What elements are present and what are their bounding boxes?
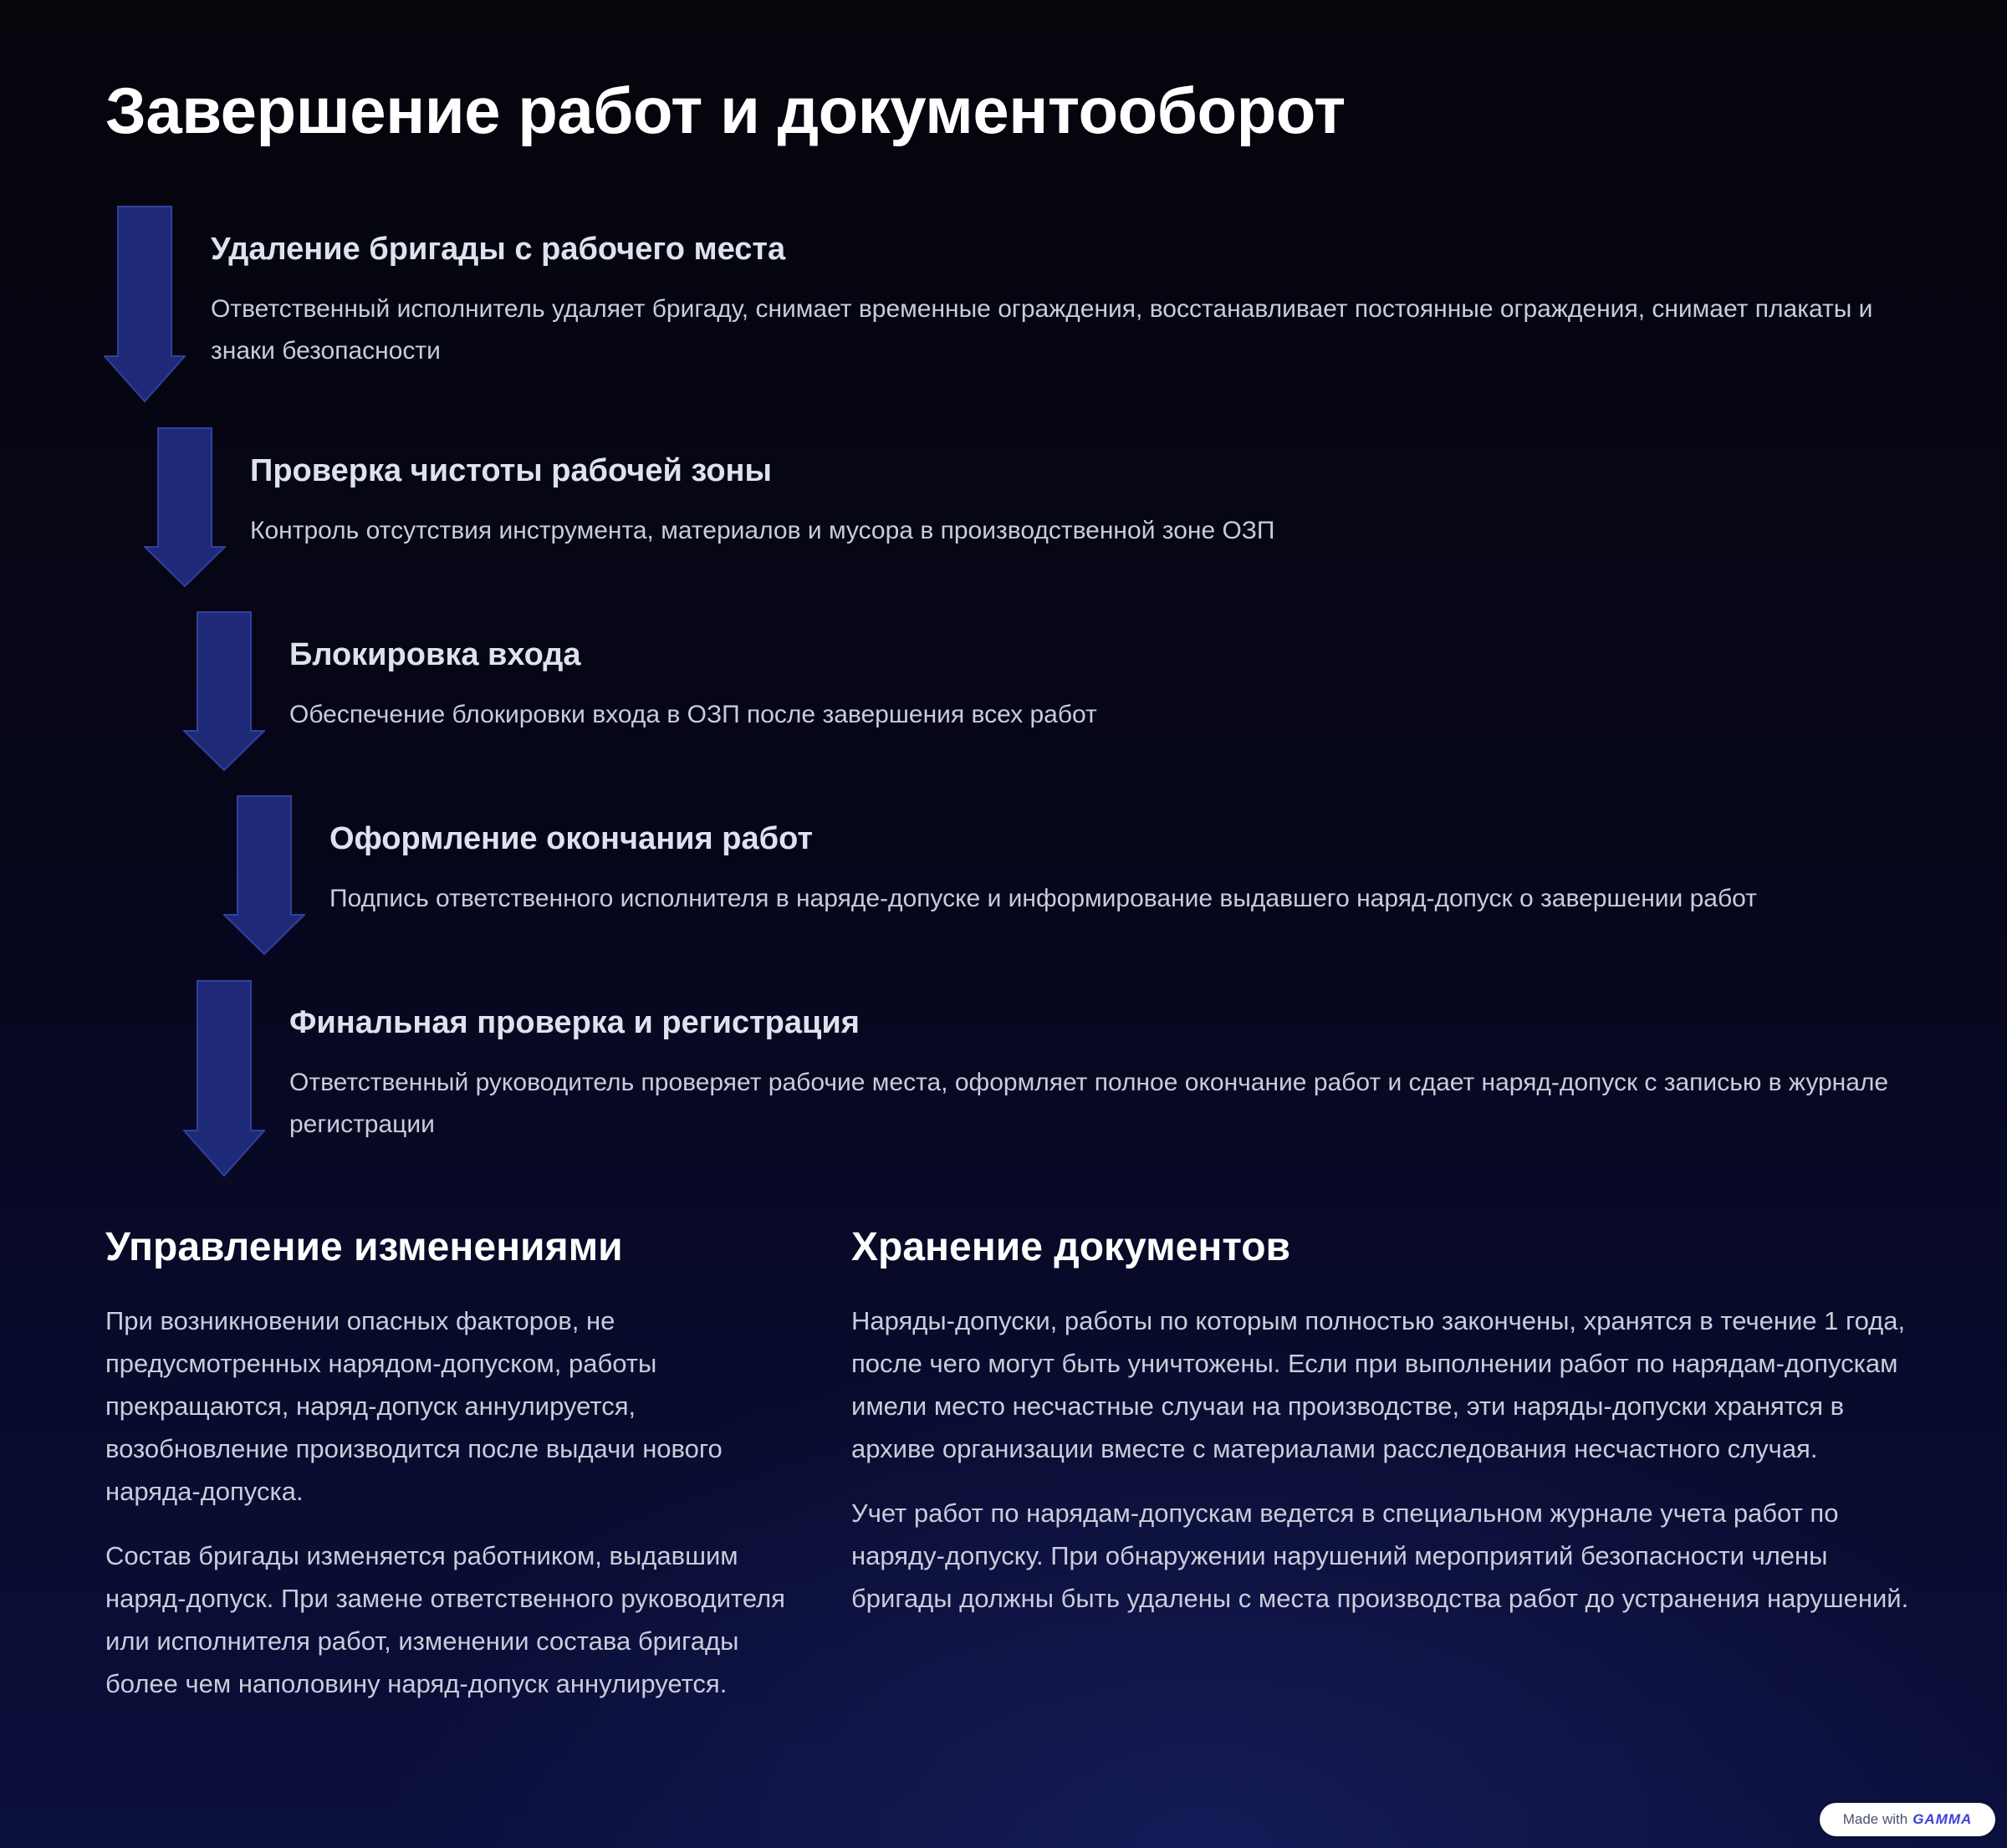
step-heading: Проверка чистоты рабочей зоны <box>250 453 772 488</box>
arrow-down-icon <box>144 427 226 588</box>
document-storage-section <box>851 1223 1913 1620</box>
section-paragraph: Учет работ по нарядам-допускам ведется в специальном журнале учета работ по наряду-допуску. При обнаружении нарушений мероприятий безопасности члены бригады должны быть удалены с места производства работ до устранения нарушений. <box>851 1498 1909 1613</box>
arrow-down-icon <box>183 980 265 1177</box>
section-paragraph: Наряды-допуски, работы по которым полностью закончены, хранятся в течение 1 года, после чего могут быть уничтожены. Если при выполнении работ по нарядам-допускам имели место несчастные случаи на производстве, эти наряды-допуски хранятся в архиве организации вместе с материалами расследования несчастного случая. <box>851 1306 1906 1463</box>
step-description: Обеспечение блокировки входа в ОЗП после завершения всех работ <box>289 700 1097 728</box>
step-description: Подпись ответственного исполнителя в наряде-допуске и информирование выдавшего наряд-допуск о завершении работ <box>329 884 1757 912</box>
badge-prefix: Made with <box>1842 1811 1908 1827</box>
section-heading: Хранение документов <box>851 1225 1291 1269</box>
section-paragraph: При возникновении опасных факторов, не предусмотренных нарядом-допуском, работы прекращаются, наряд-допуск аннулируется, возобновление производится после выдачи нового наряда-допуска. <box>105 1306 723 1506</box>
change-management-section <box>105 1223 808 1705</box>
arrow-down-icon <box>104 206 186 403</box>
step-description: Ответственный исполнитель удаляет бригаду, снимает временные ограждения, восстанавливает постоянные ограждения, снимает плакаты и знаки безопасности <box>211 294 1873 365</box>
step-heading: Финальная проверка и регистрация <box>289 1005 860 1040</box>
step-heading: Блокировка входа <box>289 637 581 672</box>
step-heading: Оформление окончания работ <box>329 821 813 856</box>
arrow-down-icon <box>223 795 305 956</box>
step-description: Ответственный руководитель проверяет рабочие места, оформляет полное окончание работ и сдает наряд-допуск с записью в журнале регистрации <box>289 1068 1889 1138</box>
section-paragraph: Состав бригады изменяется работником, выдавшим наряд-допуск. При замене ответственного руководителя или исполнителя работ, изменении состава бригады более чем наполовину наряд-допуск аннулируется. <box>105 1541 785 1698</box>
step-description: Контроль отсутствия инструмента, материалов и мусора в производственной зоне ОЗП <box>250 516 1275 544</box>
gamma-logo: GAMMA <box>1913 1811 1973 1827</box>
arrow-down-icon <box>183 611 265 772</box>
section-heading: Управление изменениями <box>105 1225 623 1269</box>
made-with-gamma-badge[interactable] <box>1820 1803 1995 1836</box>
page-title: Завершение работ и документооборот <box>105 74 1346 147</box>
step-heading: Удаление бригады с рабочего места <box>211 232 786 267</box>
